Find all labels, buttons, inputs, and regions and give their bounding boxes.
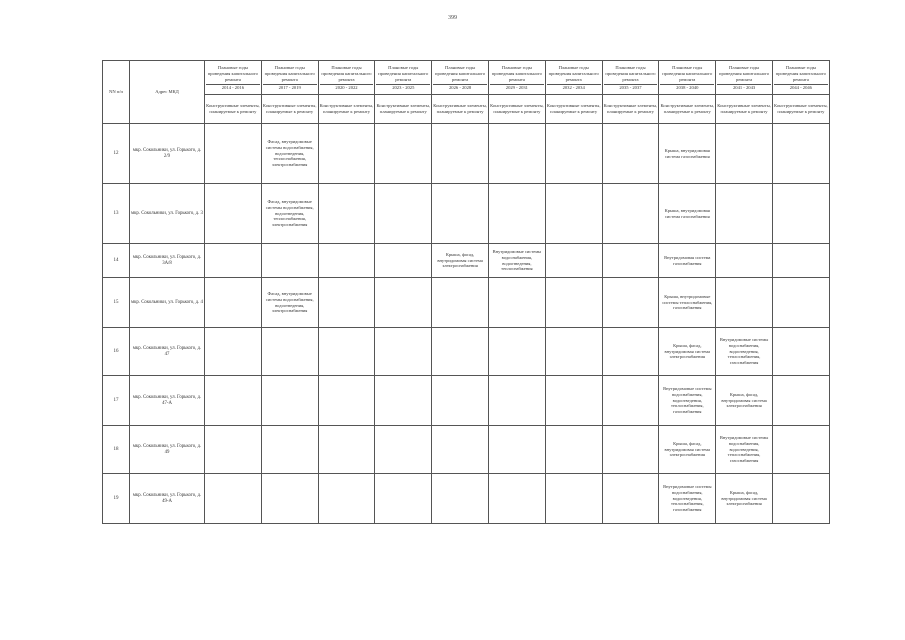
repair-elements-cell (602, 328, 659, 376)
repair-elements-cell (432, 474, 489, 524)
repair-elements-cell (318, 328, 375, 376)
repair-elements-cell: Внутридомовая система газоснабжения (659, 244, 716, 278)
repair-elements-cell (772, 124, 829, 184)
repair-elements-cell (602, 278, 659, 328)
table-body (103, 124, 830, 524)
repair-elements-cell (318, 474, 375, 524)
repair-elements-cell: Фасад, внутридомовые системы водоснабжения, водоотведения, теплоснабжения, электроснабжения (261, 184, 318, 244)
repair-elements-cell: Внутридомовые системы водоснабжения, водоотведения, теплоснабжения, газоснабжения (716, 328, 773, 376)
row-address: мкр. Сокольники, ул. Горького, д. 3 (130, 184, 205, 244)
repair-elements-cell (716, 124, 773, 184)
repair-elements-cell: Крыша, фасад, внутридомовая система электроснабжения (659, 426, 716, 474)
repair-elements-cell (205, 376, 262, 426)
repair-elements-cell (772, 376, 829, 426)
column-subheader-elements: Конструктивные элементы, планируемые к ремонту (261, 95, 318, 124)
capital-repair-schedule (102, 60, 830, 524)
repair-elements-cell: Фасад, внутридомовые системы водоснабжения, водоотведения, теплоснабжения, электроснабжения (261, 124, 318, 184)
repair-elements-cell (602, 124, 659, 184)
repair-elements-cell (205, 184, 262, 244)
repair-elements-cell (318, 124, 375, 184)
period-years: 2020 - 2022 (320, 84, 374, 91)
repair-elements-cell (318, 426, 375, 474)
period-title: Плановые годы проведения капитального ремонта (264, 64, 315, 82)
repair-elements-cell (375, 474, 432, 524)
repair-elements-cell (432, 278, 489, 328)
repair-elements-cell (545, 376, 602, 426)
column-header-period (602, 61, 659, 95)
column-subheader-elements: Конструктивные элементы, планируемые к ремонту (659, 95, 716, 124)
repair-elements-cell (432, 426, 489, 474)
period-years: 2044 - 2046 (774, 84, 828, 91)
repair-elements-cell: Крыша, внутридомовые системы теплоснабжения, газоснабжения (659, 278, 716, 328)
column-subheader-elements: Конструктивные элементы, планируемые к ремонту (716, 95, 773, 124)
row-address: мкр. Сокольники, ул. Горького, д. 47 (130, 328, 205, 376)
table-row (103, 426, 830, 474)
row-address: мкр. Сокольники, ул. Горького, д. 47-А (130, 376, 205, 426)
table-row (103, 184, 830, 244)
repair-elements-cell (716, 184, 773, 244)
period-title: Плановые годы проведения капитального ремонта (548, 64, 599, 82)
repair-elements-cell (432, 376, 489, 426)
column-header-period (659, 61, 716, 95)
repair-elements-cell (602, 244, 659, 278)
table-row (103, 244, 830, 278)
repair-elements-cell: Крыша, внутридомовая система газоснабжения (659, 124, 716, 184)
repair-elements-cell (205, 426, 262, 474)
repair-elements-cell (545, 426, 602, 474)
repair-elements-cell (602, 474, 659, 524)
row-address: мкр. Сокольники, ул. Горького, д. 3А/8 (130, 244, 205, 278)
column-subheader-elements: Конструктивные элементы, планируемые к ремонту (602, 95, 659, 124)
period-years: 2035 - 2037 (604, 84, 658, 91)
repair-elements-cell (375, 328, 432, 376)
repair-elements-cell (772, 474, 829, 524)
repair-elements-cell (375, 124, 432, 184)
column-subheader-elements: Конструктивные элементы, планируемые к ремонту (488, 95, 545, 124)
repair-elements-cell (488, 426, 545, 474)
page-number: 399 (448, 15, 457, 21)
period-years: 2026 - 2028 (433, 84, 487, 91)
repair-elements-cell (318, 278, 375, 328)
repair-elements-cell (205, 244, 262, 278)
repair-elements-cell (772, 244, 829, 278)
repair-elements-cell (261, 244, 318, 278)
repair-elements-cell (716, 278, 773, 328)
repair-elements-cell: Внутридомовые системы водоснабжения, водоотведения, теплоснабжения, газоснабжения (659, 376, 716, 426)
repair-elements-cell (602, 376, 659, 426)
column-header-period (488, 61, 545, 95)
row-address: мкр. Сокольники, ул. Горького, д. 2/9 (130, 124, 205, 184)
repair-elements-cell (432, 124, 489, 184)
repair-elements-cell (205, 278, 262, 328)
repair-elements-cell (488, 376, 545, 426)
period-title: Плановые годы проведения капитального ремонта (605, 64, 656, 82)
row-number: 19 (103, 474, 130, 524)
repair-elements-cell (261, 328, 318, 376)
repair-elements-cell (205, 328, 262, 376)
period-years: 2017 - 2019 (263, 84, 317, 91)
column-subheader-elements: Конструктивные элементы, планируемые к ремонту (205, 95, 262, 124)
repair-elements-cell: Крыша, фасад, внутридомовая система электроснабжения (659, 328, 716, 376)
repair-elements-cell (432, 184, 489, 244)
repair-elements-cell (318, 244, 375, 278)
column-header-address: Адрес МКД (130, 61, 205, 124)
period-years: 2038 - 2040 (660, 84, 714, 91)
repair-elements-cell (545, 474, 602, 524)
repair-elements-cell (261, 376, 318, 426)
period-title: Плановые годы проведения капитального ремонта (662, 64, 713, 82)
schedule-table (102, 60, 830, 524)
repair-elements-cell: Крыша, фасад, внутридомовая система электроснабжения (716, 474, 773, 524)
repair-elements-cell (375, 244, 432, 278)
column-header-period (375, 61, 432, 95)
row-address: мкр. Сокольники, ул. Горького, д. 49-А (130, 474, 205, 524)
row-number: 16 (103, 328, 130, 376)
table-row (103, 278, 830, 328)
column-header-period (318, 61, 375, 95)
period-title: Плановые годы проведения капитального ремонта (775, 64, 826, 82)
column-header-period (205, 61, 262, 95)
repair-elements-cell (488, 328, 545, 376)
period-years: 2032 - 2034 (547, 84, 601, 91)
repair-elements-cell: Внутридомовые системы водоснабжения, водоотведения, теплоснабжения, газоснабжения (716, 426, 773, 474)
period-title: Плановые годы проведения капитального ремонта (378, 64, 429, 82)
column-subheader-elements: Конструктивные элементы, планируемые к ремонту (432, 95, 489, 124)
repair-elements-cell (375, 376, 432, 426)
repair-elements-cell (772, 184, 829, 244)
row-address: мкр. Сокольники, ул. Горького, д. 49 (130, 426, 205, 474)
repair-elements-cell (488, 474, 545, 524)
repair-elements-cell (375, 278, 432, 328)
row-number: 14 (103, 244, 130, 278)
period-title: Плановые годы проведения капитального ремонта (207, 64, 258, 82)
column-header-number: NN п/п (103, 61, 130, 124)
row-number: 17 (103, 376, 130, 426)
column-subheader-elements: Конструктивные элементы, планируемые к ремонту (318, 95, 375, 124)
table-row (103, 328, 830, 376)
repair-elements-cell (261, 474, 318, 524)
repair-elements-cell (716, 244, 773, 278)
row-number: 13 (103, 184, 130, 244)
column-header-period (432, 61, 489, 95)
period-years: 2029 - 2031 (490, 84, 544, 91)
table-row (103, 124, 830, 184)
row-address: мкр. Сокольники, ул. Горького, д. 4 (130, 278, 205, 328)
period-years: 2041 - 2043 (717, 84, 771, 91)
repair-elements-cell (318, 376, 375, 426)
repair-elements-cell (205, 124, 262, 184)
column-subheader-elements: Конструктивные элементы, планируемые к ремонту (375, 95, 432, 124)
period-title: Плановые годы проведения капитального ремонта (321, 64, 372, 82)
column-header-period (772, 61, 829, 95)
repair-elements-cell: Крыша, внутридомовая система газоснабжения (659, 184, 716, 244)
repair-elements-cell (488, 278, 545, 328)
column-subheader-elements: Конструктивные элементы, планируемые к ремонту (772, 95, 829, 124)
period-years: 2023 - 2025 (376, 84, 430, 91)
period-years: 2014 - 2016 (206, 84, 260, 91)
row-number: 15 (103, 278, 130, 328)
repair-elements-cell (772, 328, 829, 376)
repair-elements-cell: Крыша, фасад, внутридомовая система электроснабжения (716, 376, 773, 426)
repair-elements-cell (205, 474, 262, 524)
column-header-period (261, 61, 318, 95)
period-title: Плановые годы проведения капитального ремонта (719, 64, 770, 82)
repair-elements-cell (602, 426, 659, 474)
repair-elements-cell: Крыша, фасад, внутридомовая система электроснабжения (432, 244, 489, 278)
period-title: Плановые годы проведения капитального ремонта (435, 64, 486, 82)
row-number: 18 (103, 426, 130, 474)
repair-elements-cell (545, 124, 602, 184)
table-row (103, 376, 830, 426)
repair-elements-cell (375, 184, 432, 244)
repair-elements-cell (318, 184, 375, 244)
repair-elements-cell (432, 328, 489, 376)
repair-elements-cell (545, 184, 602, 244)
repair-elements-cell (772, 426, 829, 474)
repair-elements-cell (261, 426, 318, 474)
repair-elements-cell: Внутридомовые системы водоснабжения, водоотведения, теплоснабжения (488, 244, 545, 278)
repair-elements-cell (488, 124, 545, 184)
column-header-period (545, 61, 602, 95)
row-number: 12 (103, 124, 130, 184)
repair-elements-cell (545, 244, 602, 278)
repair-elements-cell (772, 278, 829, 328)
repair-elements-cell (375, 426, 432, 474)
repair-elements-cell (602, 184, 659, 244)
repair-elements-cell (488, 184, 545, 244)
column-subheader-elements: Конструктивные элементы, планируемые к ремонту (545, 95, 602, 124)
table-row (103, 474, 830, 524)
repair-elements-cell: Внутридомовые системы водоснабжения, водоотведения, теплоснабжения, газоснабжения (659, 474, 716, 524)
period-title: Плановые годы проведения капитального ремонта (491, 64, 542, 82)
column-header-period (716, 61, 773, 95)
repair-elements-cell (545, 278, 602, 328)
repair-elements-cell: Фасад, внутридомовые системы водоснабжения, водоотведения, электроснабжения (261, 278, 318, 328)
repair-elements-cell (545, 328, 602, 376)
